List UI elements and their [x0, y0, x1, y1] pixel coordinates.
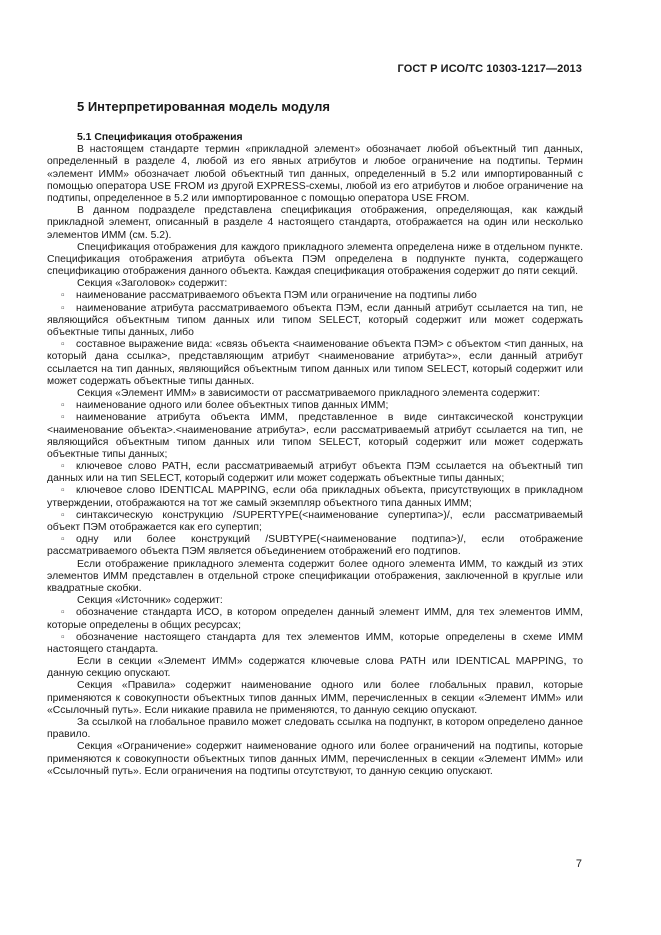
- bullet-item: [47, 510, 583, 534]
- paragraph: В данном подразделе представлена спецификация отображения, определяющая, как каждый прикладной элемент, описанный в разделе 4 настоящего стандарта, отображается на один или несколько элементов ИММ (см. 5.2).: [47, 205, 583, 241]
- bullet-item: [47, 461, 583, 485]
- paragraph: Секция «Правила» содержит наименование одного или более глобальных правил, которые применяются к совокупности объектных типов данных ИММ, перечисленных в секции «Элемент ИММ» или «Ссылочный путь». Если никакие правила не применяются, то данную секцию опускают.: [47, 680, 583, 716]
- subsection-title: 5.1 Спецификация отображения: [77, 132, 243, 143]
- bullet-marker: ▫: [61, 412, 65, 424]
- bullet-item: [47, 303, 583, 340]
- paragraph: Если в секции «Элемент ИММ» содержатся ключевые слова PATH или IDENTICAL MAPPING, то данную секцию опускают.: [47, 656, 583, 680]
- bullet-item: [47, 607, 583, 631]
- bullet-text: наименование атрибута объекта ИММ, представленное в виде синтаксической конструкции <наименование объекта>.<наименование атрибута>, если рассматриваемый атрибут ссылается на тип, не являющийся объектным типом данных или типом SELECT, который содержит или может содержать объектные типы данных;: [47, 412, 583, 460]
- bullet-marker: ▫: [61, 534, 65, 546]
- bullet-item: [47, 290, 583, 302]
- bullet-marker: ▫: [61, 400, 65, 412]
- bullet-marker: ▫: [61, 290, 65, 302]
- bullet-text: наименование атрибута рассматриваемого объекта ПЭМ, если данный атрибут ссылается на тип, не являющийся объектным типом данных или типом SELECT, который содержит или может содержать объектные типы данных, либо: [47, 302, 583, 338]
- paragraph: Секция «Элемент ИММ» в зависимости от рассматриваемого прикладного элемента содержит:: [77, 387, 541, 399]
- bullet-item: [47, 534, 583, 558]
- bullet-text: обозначение настоящего стандарта для тех элементов ИММ, которые определены в схеме ИММ настоящего стандарта.: [47, 631, 583, 655]
- bullet-item: [47, 339, 583, 388]
- bullet-text: составное выражение вида: «связь объекта <наименование объекта ПЭМ> с объектом <тип данных, на который дана ссылка>, представляющим атрибут <наименование атрибута>», если данный атрибут ссылается на тип данных, являющийся объектным типом данных или типом SELECT, который содержит или может содержать объектные типы данных.: [47, 339, 583, 387]
- bullet-marker: ▫: [61, 509, 65, 521]
- paragraph: Секция «Ограничение» содержит наименование одного или более ограничений на подтипы, которые применяются к совокупности объектных типов данных ИММ, перечисленных в секции «Элемент ИММ» или «Ссылочный путь». Если ограничения на подтипы отсутствуют, то данную секцию опускают.: [47, 741, 583, 777]
- bullet-marker: ▫: [61, 302, 65, 314]
- bullet-marker: ▫: [61, 607, 65, 619]
- bullet-text: одну или более конструкций /SUBTYPE(<наименование подтипа>)/, если отображение рассматриваемого объекта ПЭМ является объединением отображений его подтипов.: [47, 534, 583, 558]
- bullet-marker: ▫: [61, 485, 65, 497]
- bullet-marker: ▫: [61, 631, 65, 643]
- bullet-item: [47, 485, 583, 509]
- bullet-marker: ▫: [61, 339, 65, 351]
- bullet-marker: ▫: [61, 461, 65, 473]
- bullet-text: ключевое слово IDENTICAL MAPPING, если оба прикладных объекта, присутствующих в прикладном утверждении, отображаются на тот же самый экземпляр объектного типа данных ИММ;: [47, 485, 583, 509]
- bullet-item: [47, 632, 583, 656]
- document-header: ГОСТ Р ИСО/ТС 10303-1217—2013: [397, 63, 582, 75]
- page-number: 7: [575, 858, 582, 870]
- bullet-text: ключевое слово PATH, если рассматриваемый атрибут объекта ПЭМ ссылается на объектный тип данных или на тип SELECT, который содержит или может содержать объектные типы данных;: [47, 461, 583, 485]
- bullet-text: синтаксическую конструкцию /SUPERTYPE(<наименование супертипа>)/, если рассматриваемый объект ПЭМ отображается как его супертип;: [47, 509, 583, 533]
- paragraph: Секция «Источник» содержит:: [77, 595, 223, 607]
- bullet-text: наименование рассматриваемого объекта ПЭМ или ограничение на подтипы либо: [76, 290, 477, 302]
- paragraph: Спецификация отображения для каждого прикладного элемента определена ниже в отдельном пункте. Спецификация отображения атрибута объекта ПЭМ определена в подпункте пункта, содержащего спецификацию отображения данного объекта. Каждая спецификация отображения содержит до пяти секций.: [47, 241, 583, 278]
- paragraph: В настоящем стандарте термин «прикладной элемент» обозначает любой объектный тип данных, определенный в разделе 4, любой из его явных атрибутов и любое ограничение на подтипы. Термин «элемент ИММ» обозначает любой объектный тип данных, определенный в 5.2 или импортированный с помощью оператора USE FROM из другой EXPRESS-схемы, любой из его атрибутов и любое ограничение на подтипы, определенное в 5.2 или импортированное с помощью оператора USE FROM.: [47, 144, 583, 204]
- document-body: [47, 132, 583, 778]
- paragraph: Секция «Заголовок» содержит:: [77, 278, 228, 290]
- bullet-text: наименование одного или более объектных типов данных ИММ;: [76, 400, 389, 412]
- paragraph: За ссылкой на глобальное правило может следовать ссылка на подпункт, в котором определено данное правило.: [47, 717, 583, 741]
- bullet-text: обозначение стандарта ИСО, в котором определен данный элемент ИММ, для тех элементов ИММ, которые определены в общих ресурсах;: [47, 607, 583, 631]
- bullet-item: [47, 400, 583, 412]
- paragraph: Если отображение прикладного элемента содержит более одного элемента ИММ, то каждый из этих элементов ИММ представлен в отдельной строке спецификации отображения, заключенной в круглые или квадратные скобки.: [47, 558, 583, 594]
- section-title: 5 Интерпретированная модель модуля: [77, 99, 330, 114]
- bullet-item: [47, 412, 583, 461]
